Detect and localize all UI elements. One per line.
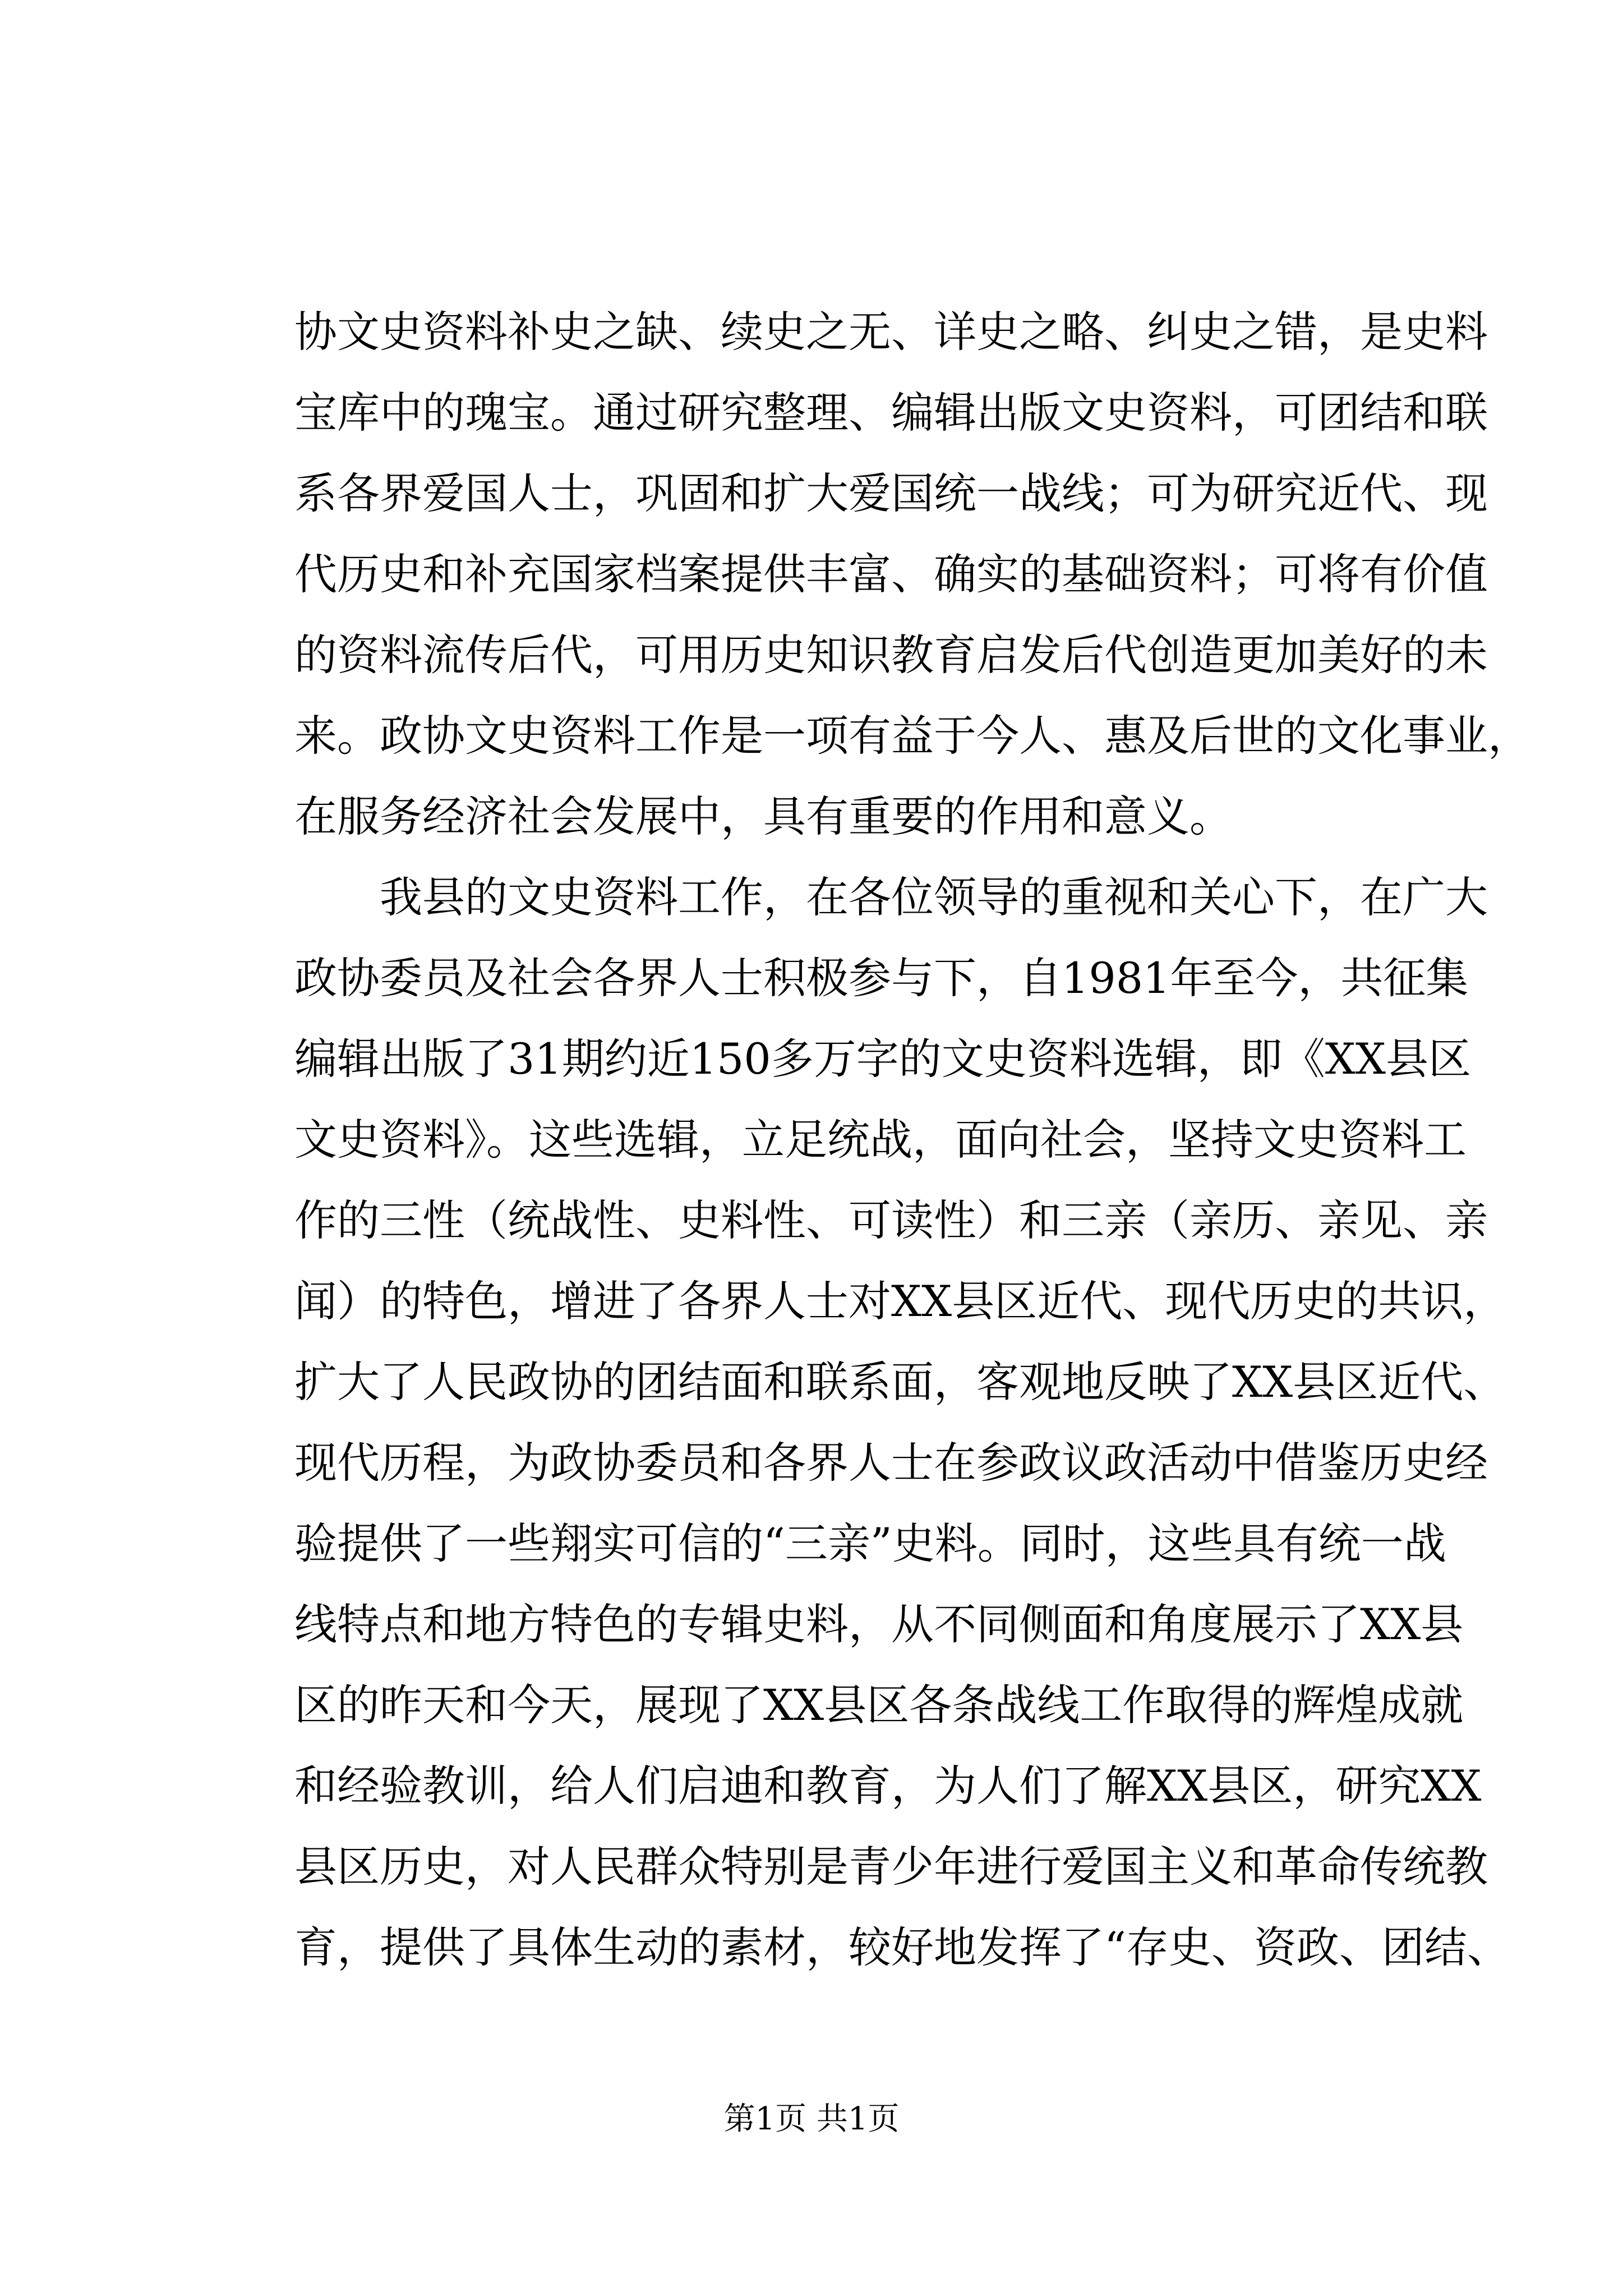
text-line: 系各界爱国人士，巩固和扩大爱国统一战线；可为研究近代、现 [294,468,1488,518]
document-body [294,292,1530,1988]
page-footer [0,2097,1623,2142]
text-line: 宝库中的瑰宝。通过研究整理、编辑出版文史资料，可团结和联 [294,388,1488,438]
text-line: 现代历程，为政协委员和各界人士在参政议政活动中借鉴历史经 [294,1438,1488,1488]
text-line: 在服务经济社会发展中，具有重要的作用和意义。 [294,792,1232,841]
text-line: 和经验教训，给人们启迪和教育，为人们了解XX县区，研究XX [294,1761,1482,1811]
text-line: 协文史资料补史之缺、续史之无、详史之略、纠史之错，是史料 [294,307,1488,357]
text-line: 政协委员及社会各界人士积极参与下，自1981年至今，共征集 [294,953,1469,1003]
text-line: 线特点和地方特色的专辑史料，从不同侧面和角度展示了XX县 [294,1599,1464,1649]
page-number-label: 第1页 共1页 [723,2101,900,2137]
text-line: 我县的文史资料工作，在各位领导的重视和关心下，在广大 [380,872,1488,922]
text-line: 闻）的特色，增进了各界人士对XX县区近代、现代历史的共识， [294,1276,1506,1326]
text-line: 编辑出版了31期约近150多万字的文史资料选辑，即《XX县区 [294,1034,1471,1084]
text-line: 的资料流传后代，可用历史知识教育启发后代创造更加美好的未 [294,630,1488,680]
text-line: 来。政协文史资料工作是一项有益于今人、惠及后世的文化事业， [294,711,1530,761]
text-line: 区的昨天和今天，展现了XX县区各条战线工作取得的辉煌成就 [294,1680,1464,1730]
text-line: 代历史和补充国家档案提供丰富、确实的基础资料；可将有价值 [294,549,1488,599]
text-line: 扩大了人民政协的团结面和联系面，客观地反映了XX县区近代、 [294,1357,1506,1407]
text-line: 育，提供了具体生动的素材，较好地发挥了“存史、资政、团结、 [294,1922,1510,1972]
paragraph-1 [294,292,1530,857]
text-line: 验提供了一些翔实可信的“三亲”史料。同时，这些具有统一战 [294,1519,1446,1568]
text-line: 作的三性（统战性、史料性、可读性）和三亲（亲历、亲见、亲 [294,1195,1488,1245]
paragraph-2 [294,857,1510,1988]
text-line: 县区历史，对人民群众特别是青少年进行爱国主义和革命传统教 [294,1842,1488,1892]
text-line: 文史资料》。这些选辑，立足统战，面向社会，坚持文史资料工 [294,1115,1467,1165]
